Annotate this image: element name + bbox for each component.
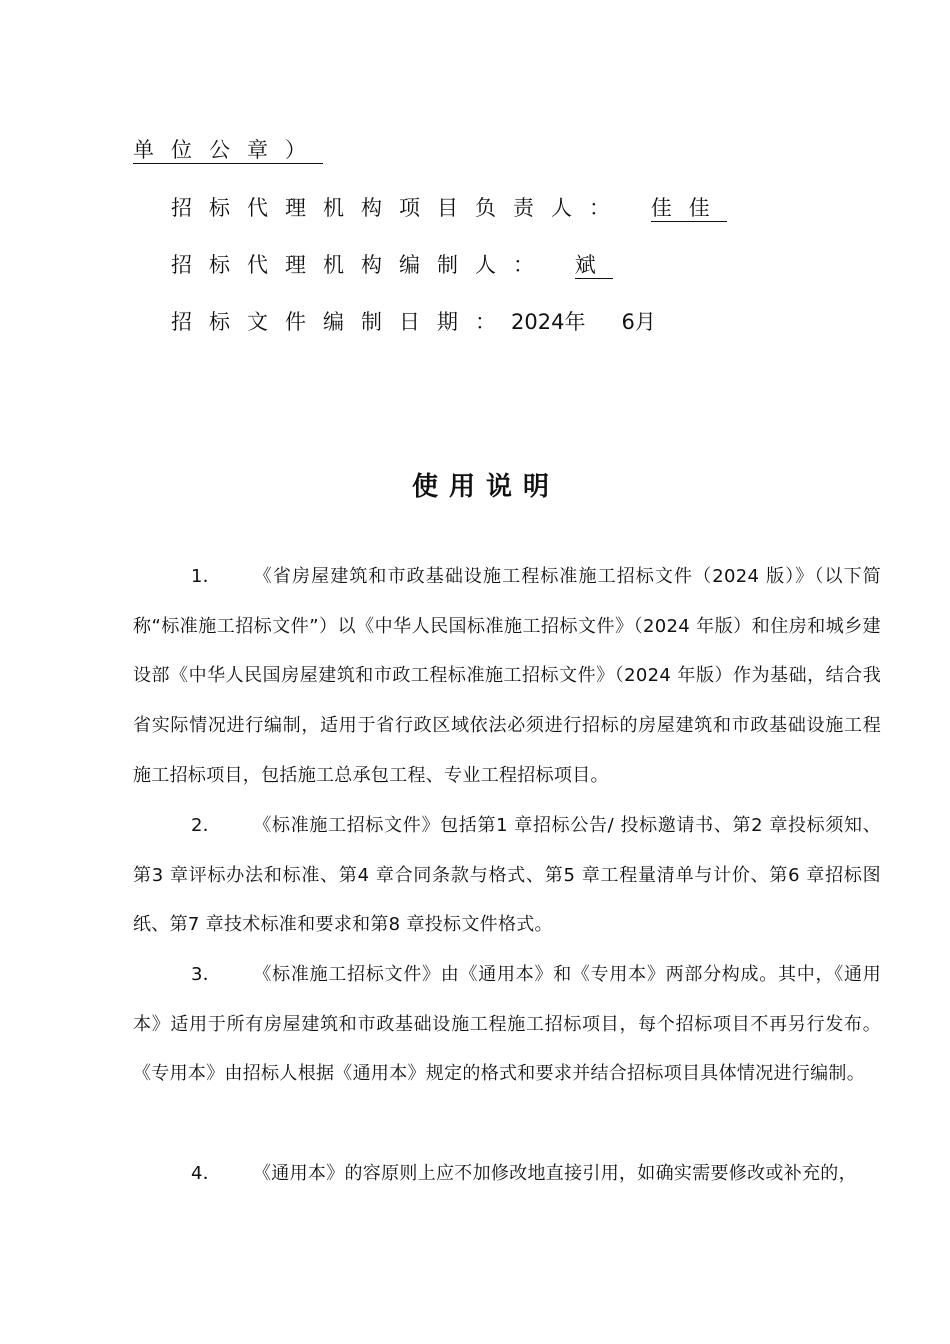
agency-manager-name: 佳佳 — [650, 196, 727, 220]
agency-editor-label: 招标代理机构编制人： — [171, 253, 551, 277]
paragraph-1 — [133, 552, 881, 801]
agency-editor-name: 斌 — [574, 253, 613, 277]
document-date-line — [171, 308, 656, 336]
paragraph-3 — [133, 950, 881, 1099]
paragraph-text: 《通用本》的容原则上应不加修改地直接引用，如确实需要修改或补充的， — [253, 1163, 857, 1184]
seal-text: 单位公章） — [133, 138, 323, 162]
agency-manager-label: 招标代理机构项目负责人： — [171, 196, 627, 220]
paragraph-number: 2． — [191, 815, 222, 836]
paragraph-number: 4． — [191, 1163, 222, 1184]
paragraph-2 — [133, 801, 881, 950]
document-date-year: 2024年 — [511, 310, 586, 334]
paragraph-text: 《省房屋建筑和市政基础设施工程标准施工招标文件（2024 版）》（以下简称“标准施工招标文件”）以《中华人民国标准施工招标文件》（2024 年版）和住房和城乡建设部《中华人民国房屋建筑和市政工程标准施工招标文件》（2024 年版）作为基础，结合我省实际情况进行编制，适用于省行政区域依法必须进行招标的房屋建筑和市政基础设施工程施工招标项目，包括施工总承包工程、专业工程招标项目。 — [133, 566, 881, 786]
seal-line — [133, 136, 323, 164]
paragraph-text: 《标准施工招标文件》由《通用本》和《专用本》两部分构成。其中，《通用本》适用于所有房屋建筑和市政基础设施工程施工招标项目，每个招标项目不再另行发布。《专用本》由招标人根据《通用本》规定的格式和要求并结合招标项目具体情况进行编制。 — [133, 964, 881, 1085]
section-title: 使用说明 — [411, 472, 560, 502]
paragraph-number: 3． — [191, 964, 222, 985]
agency-manager-line — [171, 194, 727, 222]
paragraph-4 — [133, 1149, 881, 1199]
document-date-month: 6月 — [621, 310, 656, 334]
paragraph-text: 《标准施工招标文件》包括第1 章招标公告/ 投标邀请书、第2 章投标须知、第3 章评标办法和标准、第4 章合同条款与格式、第5 章工程量清单与计价、第6 章招标图纸、第7 章技术标准和要求和第8 章投标文件格式。 — [133, 815, 881, 936]
document-date-label: 招标文件编制日期： — [171, 310, 513, 334]
agency-editor-line — [171, 251, 613, 279]
paragraph-number: 1． — [191, 566, 222, 587]
